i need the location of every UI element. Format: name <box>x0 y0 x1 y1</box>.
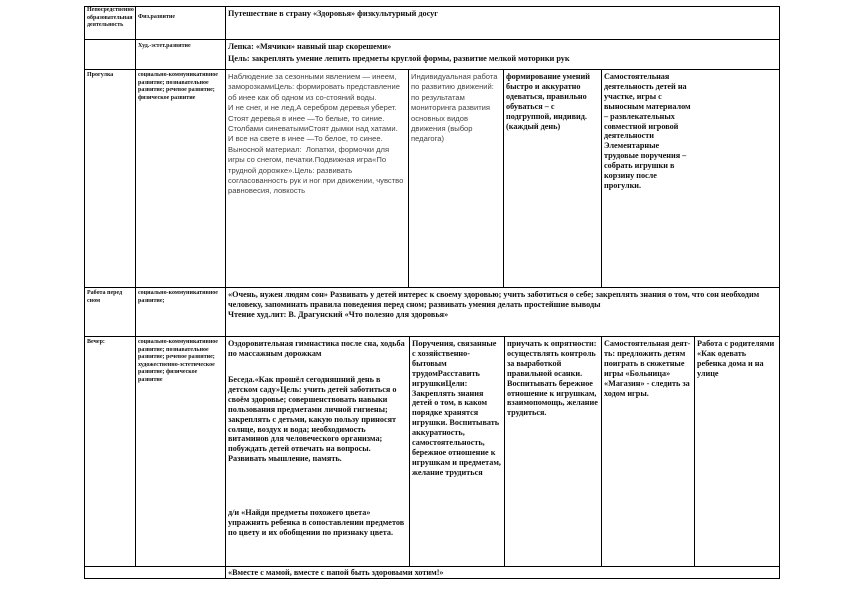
grid-line <box>84 39 779 40</box>
evening-teach: приучать к опрятности: осуществлять контроль за выработкой правильной осанки. Воспитывать бережное отношение к игрушкам, взаимопомощь, желание трудиться. <box>507 339 600 418</box>
evening-label: Вечер: <box>87 339 105 345</box>
area1-name: Физ.развитие <box>138 14 176 20</box>
grid-line <box>694 336 695 566</box>
evening-game: д/и «Найди предметы похожего цвета» упражнять ребенка в сопоставлении предметов по цвету и их обобщении по признаку цвета. <box>228 508 407 537</box>
sleep-label: Работа перед сном <box>87 290 124 304</box>
evening-chores: Поручения, связанные с хозяйственно-бытовым трудомРасставить игрушкиЦели: Закреплять знания детей о том, в каком порядке хранятся игрушки. Воспитывать аккуратность, самостоятельность, бережное отношение к игрушкам и предметам, желание трудиться <box>412 339 503 477</box>
nod-label: Непосредственно образовательная деятельность <box>87 7 134 29</box>
grid-line <box>779 6 780 579</box>
lepka-title: Лепка: «Мячики» навный шар скорешеми» <box>228 42 392 51</box>
grid-line <box>601 336 602 566</box>
grid-line <box>408 69 409 287</box>
grid-line <box>84 6 779 7</box>
grid-line <box>84 566 779 567</box>
sleep-text: «Очень, нужен людям сон» Развивать у детей интерес к своему здоровью; учить заботиться о себе; закреплять знания о том, что сон необходим человеку, запоминать правила поведения перед сном; развивать умения делать простейшие выводы Чтение худ.лит: В. Драгунский «Что полезно для здоровья» <box>228 290 760 319</box>
grid-line <box>504 336 505 566</box>
evening-independent: Самостоятельная деят-ть: предложить детям поиграть в сюжетные игры «Больница» «Магазин» - следить за ходом игры. <box>604 339 692 398</box>
area1-text: Путешествие в страну «Здоровья» физкультурный досуг <box>228 9 438 18</box>
evening-talk: Беседа.«Как прошёл сегодняшний день в детском саду»Цель: учить детей заботиться о своём здоровье; совершенствовать навыки пользования предметами личной гигиены; закреплять с детьми, какую пользу приносят солнце, воздух и вода; необходимость витаминов для человеческого организма; побуждать детей отвечать на вопросы. Развивать мышление, память. <box>228 375 399 464</box>
grid-line <box>84 6 85 579</box>
evening-gym: Оздоровительная гимнастика после сна, ходьба по массажным дорожкам <box>228 339 407 358</box>
walk-areas: социально-коммуникативное развитие; познавательное развитие; речевое развитие; физическое развитие <box>138 72 220 101</box>
grid-line <box>135 6 136 566</box>
grid-line <box>84 287 779 288</box>
walk-label: Прогулка <box>87 72 114 78</box>
grid-line <box>503 69 504 287</box>
walk-skills: формирование умений быстро и аккуратно одеваться, правильно обуваться – с подгруппой, индивид. (каждый день) <box>506 72 592 131</box>
evening-areas: социально-коммуникативное развитие; познавательное развитие; речевое развитие; художественно-эстетическое развитие; физическое развитие <box>138 339 220 383</box>
grid-line <box>84 336 779 337</box>
sleep-areas: социально-коммуникативное развитие; <box>138 290 220 304</box>
grid-line <box>84 69 779 70</box>
lepka-goal: Цель: закреплять умение лепить предметы круглой формы, развитие мелкой моторики рук <box>228 54 570 63</box>
walk-observation: Наблюдение за сезонными явлением — инеем, заморозкамиЦель: формировать представление об инее как об одном из со-стояний воды. И не снег, и не лед,А серебром деревья уберет. Стоят деревья в инее —То белые, то синие. Столбами синеватымиСтоят дымки над хатами. И все на свете в инее —То белое, то синее. Выносной материал: Лопатки, формочки для игры со снегом, печатки.Подвижная игра«По трудной дорожке».Цель: развивать согласованность рук и ног при движении, чувство равновесия, ловкость <box>228 72 404 196</box>
evening-parents: Работа с родителями «Как одевать ребенка дома и на улице <box>697 339 777 378</box>
walk-independent: Самостоятельная деятельность детей на участке, игры с выносным материалом – развлекательных совместной игровой деятельности Элементарные трудовые поручения – собрать игрушки в корзину после прогулки. <box>604 72 693 190</box>
grid-line <box>84 578 779 579</box>
grid-line <box>601 69 602 287</box>
grid-line <box>409 336 410 566</box>
footer-motto: «Вместе с мамой, вместе с папой быть здоровыми хотим!» <box>228 568 444 577</box>
area2-name: Худ.-эстет.развитие <box>138 43 191 49</box>
grid-line <box>225 6 226 578</box>
walk-individual: Индивидуальная работа по развитию движений: по результатам мониторинга развития основных видов движения (выбор педагога) <box>411 72 500 144</box>
